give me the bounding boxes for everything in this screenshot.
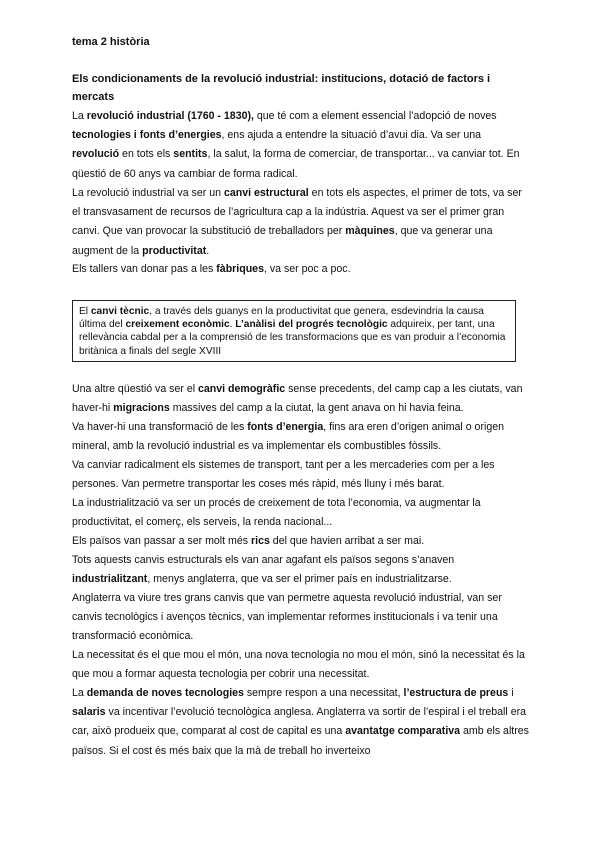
paragraph: La revolució industrial (1760 - 1830), que té com a element essencial l’adopció de noves tecnologies i fonts d’energies, ens ajuda a entendre la situació d’avui dia. Va ser una revolució en tots els sentits, la salut, la forma de comerciar, de transportar... va canviar tot. En qüestió de 60 anys va cambiar de forma radical. xyxy=(72,110,520,180)
document-title: tema 2 història xyxy=(72,36,150,48)
paragraph: Anglaterra va viure tres grans canvis que van permetre aquesta revolució industrial, van ser canvis tecnològics i avenços tècnics, van implementar reformes institucionals i va tenir una transformació econòmica. xyxy=(72,592,502,643)
paragraph: Els tallers van donar pas a les fàbriques, va ser poc a poc. xyxy=(72,263,351,275)
paragraph: Va canviar radicalment els sistemes de transport, tant per a les mercaderies com per a les persones. Van permetre transportar les coses més ràpid, més lluny i més barat. xyxy=(72,459,495,491)
paragraph: Els països van passar a ser molt més rics del que havien arribat a ser mai. xyxy=(72,535,425,547)
paragraph: Tots aquests canvis estructurals els van anar agafant els països segons s’anaven industrialitzant, menys anglaterra, que va ser el primer país en industrialitzarse. xyxy=(72,554,455,586)
paragraph: La necessitat és el que mou el món, una nova tecnologia no mou el món, sinó la necessitat és la que mou a formar aquesta tecnologia per cobrir una necessitat. xyxy=(72,649,525,681)
highlight-box: El canvi tècnic, a través dels guanys en la productivitat que genera, esdevindria la causa última del creixement econòmic. L’anàlisi del progrés tecnològic adquireix, per tant, una rellevància cabdal per a la comprensió de les transformacions que es van produir a l’economia britànica a finals del segle XVIII xyxy=(72,300,516,362)
paragraph: La demanda de noves tecnologies sempre respon a una necessitat, l’estructura de preus i salaris va incentivar l’evolució tecnològica anglesa. Anglaterra va sortir de l’espiral i el treball era car, això produeix que, comparat al cost de capital es una avantatge comparativa amb els altres països. Si el cost és més baix que la mà de treball ho inverteixo xyxy=(72,687,529,757)
section-heading: Els condicionaments de la revolució industrial: institucions, dotació de factors i mercats xyxy=(72,73,491,103)
paragraph: La revolució industrial va ser un canvi estructural en tots els aspectes, el primer de tots, va ser el transvasament de recursos de l’agricultura cap a la indústria. Aquest va ser el primer gran canvi. Que van provocar la substitució de treballadors per màquines, que va generar una augment de la productivitat. xyxy=(72,187,522,257)
paragraph: Una altre qüestió va ser el canvi demogràfic sense precedents, del camp cap a les ciutats, van haver-hi migracions massives del camp a la ciutat, la gent anava on hi havia feina. xyxy=(72,383,523,415)
paragraph: Va haver-hi una transformació de les fonts d’energia, fins ara eren d’origen animal o origen mineral, amb la revolució industrial es va implementar els combustibles fòssils. xyxy=(72,421,505,453)
paragraph: La industrialització va ser un procés de creixement de tota l’economia, va augmentar la productivitat, el comerç, els serveis, la renda nacional... xyxy=(72,497,481,529)
